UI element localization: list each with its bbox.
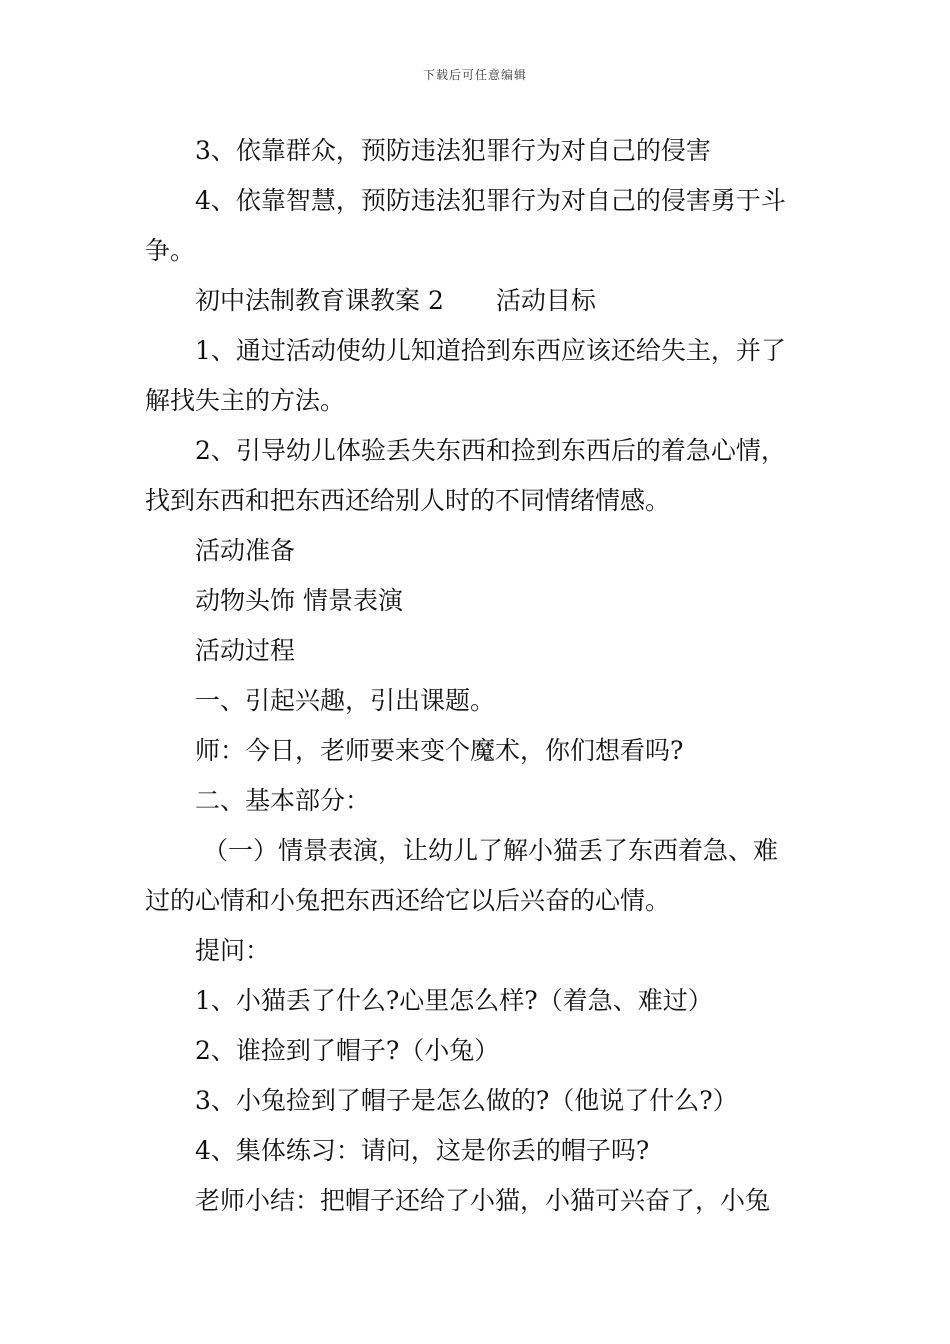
paragraph-line: 二、基本部分： xyxy=(195,786,371,815)
paragraph-line: 2、谁捡到了帽子?（小兔） xyxy=(195,1036,500,1065)
page-header: 下载后可任意编辑 xyxy=(422,68,527,82)
section-heading-preparation: 活动准备 xyxy=(195,536,296,565)
section-heading-objectives: 活动目标 xyxy=(495,286,596,315)
paragraph-line: 找到东西和把东西还给别人时的不同情绪情感。 xyxy=(145,486,671,515)
paragraph-line: 1、小猫丢了什么?心里怎么样?（着急、难过） xyxy=(195,986,713,1015)
paragraph-line: 师：今日，老师要来变个魔术，你们想看吗? xyxy=(195,736,684,765)
paragraph-line: 解找失主的方法。 xyxy=(145,386,346,415)
section-heading-process: 活动过程 xyxy=(195,636,296,665)
paragraph-line: 1、通过活动使幼儿知道拾到东西应该还给失主，并了 xyxy=(195,336,786,365)
paragraph-line: 争。 xyxy=(145,236,196,265)
paragraph-line: 提问： xyxy=(195,936,271,965)
paragraph-line: 动物头饰 情景表演 xyxy=(195,586,403,615)
paragraph-line: 3、依靠群众，预防违法犯罪行为对自己的侵害 xyxy=(195,136,711,165)
paragraph-line: 过的心情和小兔把东西还给它以后兴奋的心情。 xyxy=(145,886,671,915)
paragraph-line: 4、依靠智慧，预防违法犯罪行为对自己的侵害勇于斗 xyxy=(195,186,786,215)
paragraph-line: 4、集体练习：请问，这是你丢的帽子吗? xyxy=(195,1136,650,1165)
paragraph-line: 3、小兔捡到了帽子是怎么做的?（他说了什么?） xyxy=(195,1086,738,1115)
paragraph-line: （一）情景表演，让幼儿了解小猫丢了东西着急、难 xyxy=(203,836,779,865)
lesson-title: 初中法制教育课教案 2 xyxy=(195,286,444,315)
document-body xyxy=(145,126,810,1226)
section-title-line xyxy=(145,276,810,326)
paragraph-line: 一、引起兴趣，引出课题。 xyxy=(195,686,496,715)
paragraph-line: 老师小结：把帽子还给了小猫，小猫可兴奋了，小兔 xyxy=(195,1186,771,1215)
paragraph-line: 2、引导幼儿体验丢失东西和捡到东西后的着急心情， xyxy=(195,436,786,465)
